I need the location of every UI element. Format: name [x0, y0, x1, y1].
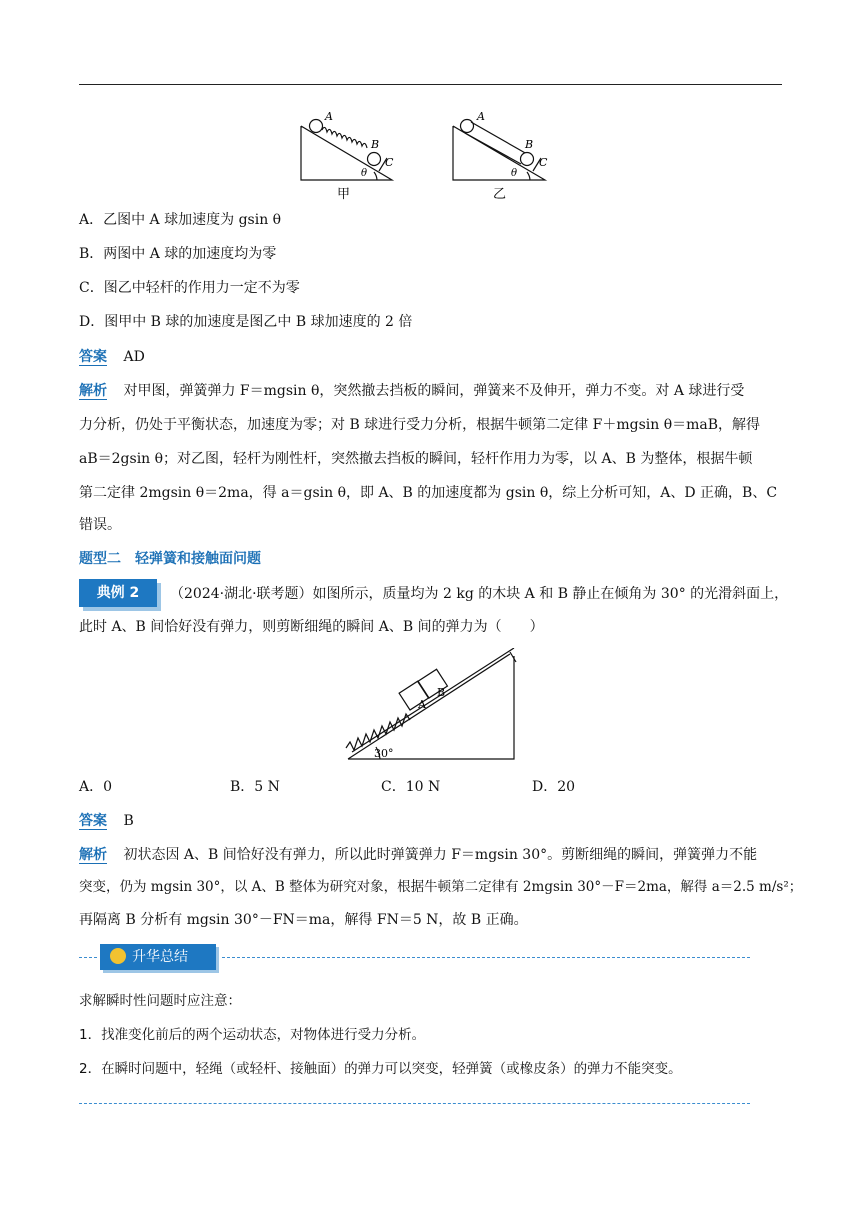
fig1-caption-yi: 乙 — [493, 187, 507, 202]
analysis2-line1 — [79, 845, 757, 865]
analysis2-line2: 突变，仍为 mgsin 30°，以 A、B 整体为研究对象，根据牛顿第二定律有 2mgsin 30°－F＝2ma，解得 a＝2.5 m/s²； — [79, 879, 803, 895]
summary-dash-bottom — [79, 1103, 750, 1104]
fig1-theta-yi: θ — [511, 168, 518, 179]
answer1-value: AD — [123, 349, 145, 365]
option1-c: C．图乙中轻杆的作用力一定不为零 — [79, 280, 300, 296]
answer1-label: 答案 — [79, 349, 107, 365]
summary-dash-right — [222, 957, 750, 958]
fig1-theta-jia: θ — [361, 168, 368, 179]
figure-spring-incline — [338, 648, 522, 764]
incline-surface — [348, 654, 510, 759]
summary-item1: 1．找准变化前后的两个运动状态，对物体进行受力分析。 — [79, 1027, 426, 1043]
fig1-label-A-jia: A — [325, 110, 333, 123]
example2-line2: 此时 A、B 间恰好没有弹力，则剪断细绳的瞬间 A、B 间的弹力为（ ） — [79, 619, 544, 635]
analysis1-line3: aB＝2gsin θ；对乙图，轻杆为刚性杆，突然撤去挡板的瞬间，轻杆作用力为零，以 A、B 为整体，根据牛顿 — [79, 451, 753, 467]
option2-b: B．5 N — [230, 779, 280, 795]
analysis1-label: 解析 — [79, 383, 107, 399]
option2-a: A．0 — [79, 779, 113, 795]
answer2-value: B — [123, 813, 134, 829]
option1-b: B．两图中 A 球的加速度均为零 — [79, 246, 277, 262]
spring — [346, 714, 410, 750]
header-rule — [79, 84, 782, 85]
summary-badge — [100, 944, 216, 970]
summary-dash-left — [79, 957, 97, 958]
fig1-label-B-jia: B — [371, 138, 380, 151]
option1-a: A．乙图中 A 球加速度为 gsin θ — [79, 212, 282, 228]
summary-item2: 2．在瞬时问题中，轻绳（或轻杆、接触面）的弹力可以突变，轻弹簧（或橡皮条）的弹力不能突变。 — [79, 1061, 682, 1077]
fig1-label-C-yi: C — [539, 156, 548, 169]
analysis2-line3: 再隔离 B 分析有 mgsin 30°－FN＝ma，解得 FN＝5 N，故 B 正确。 — [79, 912, 528, 928]
answer1 — [79, 347, 145, 367]
summary-title: 升华总结 — [132, 949, 188, 965]
analysis1-line4: 第二定律 2mgsin θ＝2ma，得 a＝gsin θ，即 A、B 的加速度都为 gsin θ，综上分析可知，A、D 正确，B、C — [79, 485, 778, 501]
option2-d: D．20 — [532, 779, 576, 795]
answer2 — [79, 811, 134, 831]
option1-d: D．图甲中 B 球的加速度是图乙中 B 球加速度的 2 倍 — [79, 314, 413, 330]
example2-badge: 典例 2 — [79, 579, 157, 607]
analysis2-text-1: 初状态因 A、B 间恰好没有弹力，所以此时弹簧弹力 F＝mgsin 30°。剪断细绳的瞬间，弹簧弹力不能 — [123, 847, 758, 863]
fig2-label-A: A — [418, 698, 426, 711]
incline-edge — [352, 648, 514, 752]
analysis1-text-1: 对甲图，弹簧弹力 F＝mgsin θ，突然撤去挡板的瞬间，弹簧来不及伸开，弹力不变。对 A 球进行受 — [123, 383, 745, 399]
fig1-label-C-jia: C — [385, 156, 394, 169]
lightbulb-icon — [110, 948, 126, 964]
analysis1-line5: 错误。 — [79, 517, 121, 533]
answer2-label: 答案 — [79, 813, 107, 829]
rope-anchor — [510, 652, 516, 662]
analysis1-line1 — [79, 381, 744, 401]
summary-intro: 求解瞬时性问题时应注意： — [79, 993, 241, 1009]
fig1-label-B-yi: B — [525, 138, 534, 151]
option2-c: C．10 N — [381, 779, 441, 795]
figure-inclines-jia-yi — [295, 108, 555, 204]
analysis2-label: 解析 — [79, 847, 107, 863]
fig1-caption-jia: 甲 — [337, 187, 351, 202]
fig1-label-A-yi: A — [477, 110, 485, 123]
example2-line1: （2024·湖北·联考题）如图所示，质量均为 2 kg 的木块 A 和 B 静止在倾角为 30° 的光滑斜面上， — [170, 586, 789, 602]
section-title: 题型二 轻弹簧和接触面问题 — [79, 551, 261, 567]
analysis1-line2: 力分析，仍处于平衡状态，加速度为零；对 B 球进行受力分析，根据牛顿第二定律 F＋mgsin θ＝maB，解得 — [79, 417, 761, 433]
fig2-label-B: B — [437, 686, 446, 699]
fig2-angle: 30° — [374, 747, 394, 760]
